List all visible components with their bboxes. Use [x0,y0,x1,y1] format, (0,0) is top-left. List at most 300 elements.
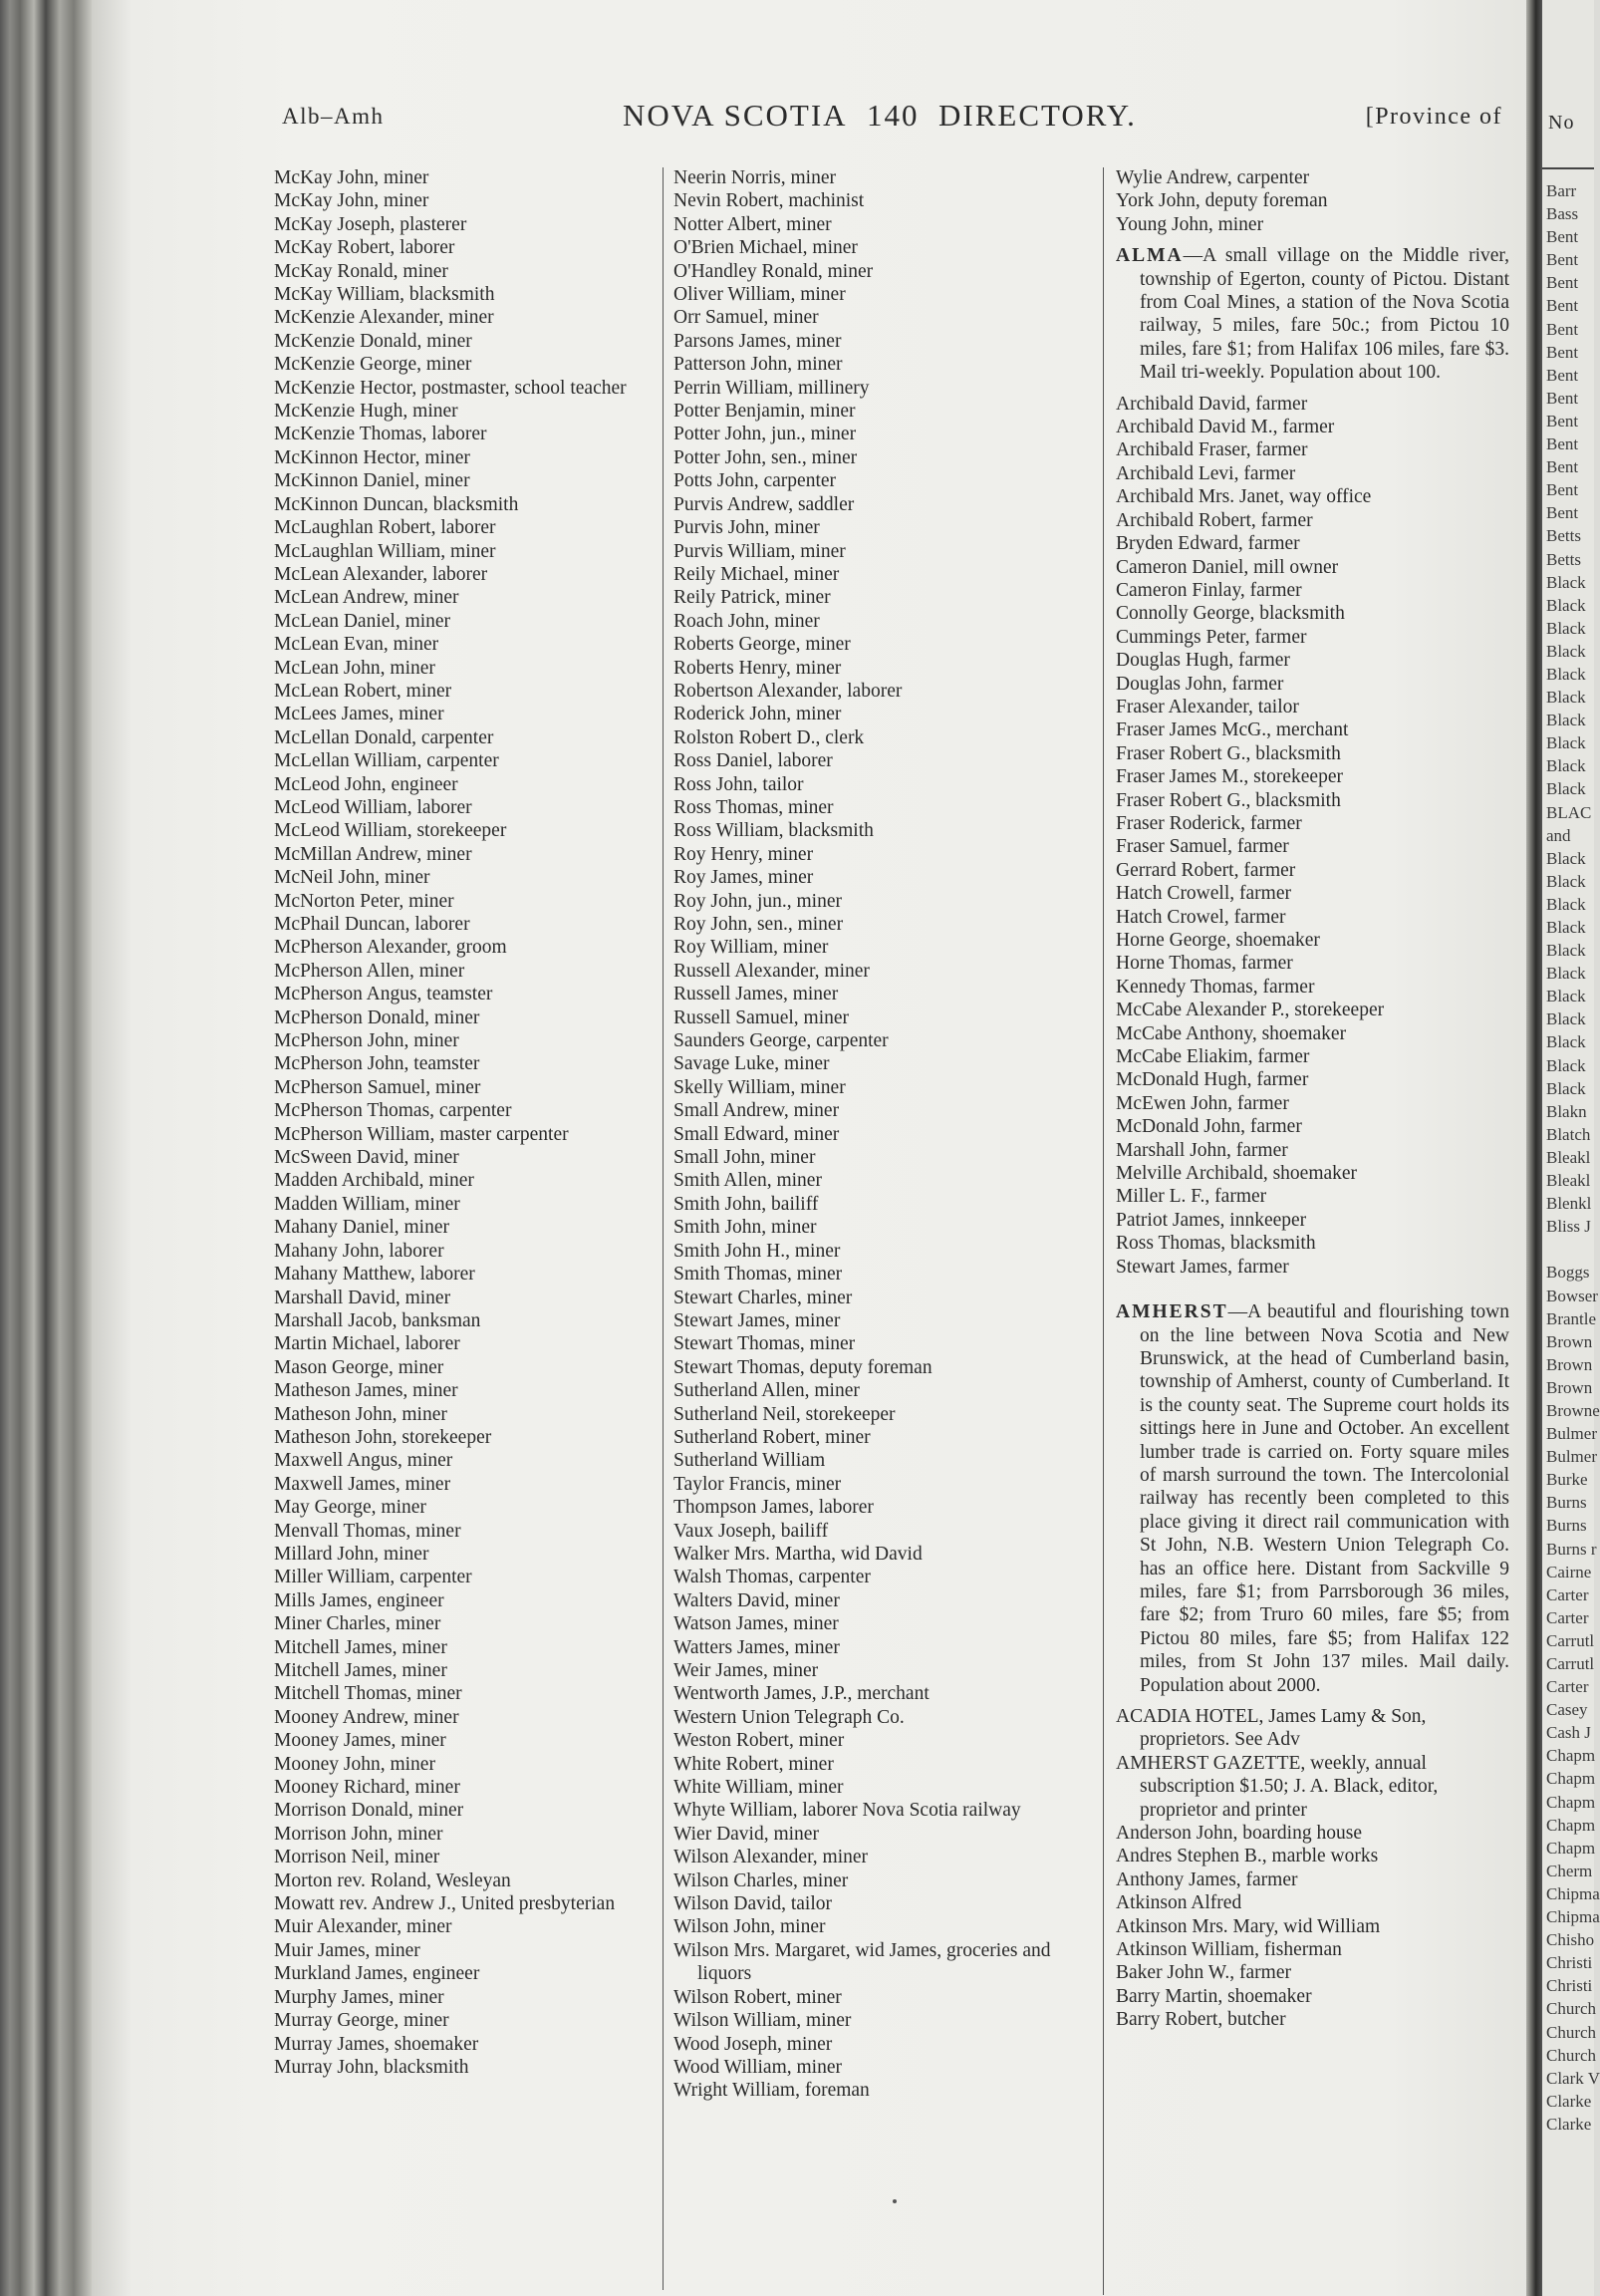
facing-page-entry: Black [1546,641,1586,661]
directory-entry: McNeil John, miner [274,867,430,889]
directory-entry: Patriot James, innkeeper [1116,1209,1307,1231]
directory-entry: Sutherland Neil, storekeeper [673,1403,896,1425]
directory-entry: Andres Stephen B., marble works [1116,1846,1379,1867]
directory-entry: McPhail Duncan, laborer [274,914,470,935]
directory-entry: Wilson David, tailor [673,1893,832,1915]
facing-page-entry: Black [1546,918,1586,937]
directory-entry: Roberts George, miner [673,634,851,656]
directory-entry: Potter John, sen., miner [673,446,858,468]
facing-page-entry: Black [1546,779,1586,799]
directory-entry: McLaughlan Robert, laborer [274,517,496,539]
directory-entry: McLellan William, carpenter [274,750,499,772]
directory-entry: Atkinson Mrs. Mary, wid William [1116,1915,1381,1937]
facing-page-entry: Bent [1546,365,1579,385]
directory-entry: Murray George, miner [274,2010,449,2032]
directory-entry: Mitchell James, miner [274,1636,447,1658]
directory-entry: McLean Robert, miner [274,680,452,702]
directory-entry: Archibald David M., farmer [1116,417,1335,438]
directory-entry: McKenzie Alexander, miner [274,307,494,329]
facing-page-entry: Black [1546,1078,1586,1098]
directory-entry: Mahany Daniel, miner [274,1217,449,1239]
directory-entry: Matheson James, miner [274,1380,458,1402]
facing-page-entry: Black [1546,572,1586,592]
directory-entry: McKenzie George, miner [274,354,472,376]
directory-entry: Wilson Mrs. Margaret, wid James, groceries and liquors [673,1939,1051,1985]
directory-entry: Archibald Robert, farmer [1116,509,1313,531]
directory-entry: Madden William, miner [274,1193,460,1215]
directory-entry: McLean Andrew, miner [274,587,459,609]
facing-page-entry: Black [1546,711,1586,730]
directory-entry: Mahany John, laborer [274,1240,444,1262]
facing-page-entry: Bleakl [1546,1147,1591,1167]
facing-page-entry: Black [1546,941,1586,961]
facing-page-entry: Bulmer [1546,1447,1597,1467]
directory-entry: AMHERST GAZETTE, weekly, annual subscription $1.50; J. A. Black, editor, proprietor and printer [1116,1752,1439,1821]
facing-page-entry: Brantle [1546,1308,1597,1328]
directory-entry: McLeod John, engineer [274,773,458,795]
directory-entry: Cameron Finlay, farmer [1116,579,1302,601]
directory-entry: Ross John, tailor [673,773,804,795]
directory-entry: McKay John, miner [274,167,429,188]
directory-entry: Sutherland Allen, miner [673,1380,860,1402]
facing-page-entry: Church [1546,2045,1597,2065]
directory-entry: Walsh Thomas, carpenter [673,1567,871,1588]
facing-page-entry: Cairne [1546,1562,1592,1581]
facing-page-entry: Carter [1546,1677,1589,1697]
directory-entry: Mason George, miner [274,1356,444,1378]
facing-page-entry: Bent [1546,319,1579,339]
directory-entry: Taylor Francis, miner [673,1473,842,1495]
directory-entry: Ross Thomas, miner [673,796,834,818]
directory-entry: McLean John, miner [274,657,435,679]
directory-entry: Rolston Robert D., clerk [673,726,865,748]
directory-entry: McPherson Samuel, miner [274,1076,481,1098]
directory-entry: Smith John, bailiff [673,1193,819,1215]
directory-entry: Miner Charles, miner [274,1613,441,1635]
directory-entry: McLean Alexander, laborer [274,563,488,585]
directory-entry: McLean Daniel, miner [274,610,451,632]
facing-page-entry: Carter [1546,1607,1589,1627]
directory-entry: Hatch Crowell, farmer [1116,883,1291,905]
facing-page-entry: Clark V [1546,2068,1600,2088]
facing-page-entry: Bent [1546,480,1579,500]
facing-page-entry: Black [1546,1032,1586,1052]
directory-entry: McCabe Anthony, shoemaker [1116,1022,1347,1044]
facing-page-entry: Black [1546,618,1586,638]
directory-entry: Potter Benjamin, miner [673,401,856,423]
directory-entry: Atkinson Alfred [1116,1892,1242,1914]
directory-entry: Stewart James, miner [673,1309,841,1331]
directory-entry: McPherson Allen, miner [274,960,465,982]
facing-page-entry: Blatch [1546,1124,1591,1144]
facing-page-entry: Carrutl [1546,1654,1595,1673]
directory-entry: Roach John, miner [673,610,820,632]
facing-page-entry: Bulmer [1546,1424,1597,1444]
directory-entry: McKay Joseph, plasterer [274,213,467,235]
facing-page-entry: Burns [1546,1516,1587,1536]
directory-entry: Barry Robert, butcher [1116,2009,1286,2031]
directory-entry: Vaux Joseph, bailiff [673,1520,829,1542]
directory-entry: Fraser Robert G., blacksmith [1116,742,1341,764]
facing-page-header: No [1548,112,1575,134]
directory-entry: Russell Alexander, miner [673,960,870,982]
facing-page-entry: Blakn [1546,1101,1587,1121]
directory-entry: McKenzie Hector, postmaster, school teacher [274,377,627,399]
directory-entry: Anthony James, farmer [1116,1868,1298,1890]
directory-entry: McLean Evan, miner [274,634,439,656]
directory-entry: Stewart Charles, miner [673,1287,853,1308]
directory-entry: Oliver William, miner [673,284,846,306]
directory-entry: Fraser Roderick, farmer [1116,812,1302,834]
directory-entry: ACADIA HOTEL, James Lamy & Son, proprietors. See Adv [1116,1706,1427,1751]
directory-entry: Purvis John, miner [673,517,820,539]
facing-page-entries [1546,179,1600,2136]
directory-entry: McKenzie Donald, miner [274,330,472,352]
directory-entry: Weir James, miner [673,1660,819,1681]
directory-entry: Wylie Andrew, carpenter [1116,167,1310,188]
directory-entry: Wilson Alexander, miner [673,1847,869,1868]
directory-entry: McPherson John, teamster [274,1053,480,1075]
directory-entry: Smith John, miner [673,1217,817,1239]
facing-page-entry: BLAC [1546,802,1592,822]
directory-entry: McDonald John, farmer [1116,1116,1302,1138]
facing-page-entry: Black [1546,688,1586,708]
facing-page-entry: Brown [1546,1354,1593,1374]
facing-page-entry: and [1546,825,1571,845]
directory-entry: Russell James, miner [673,984,839,1005]
facing-page-entry: Black [1546,1055,1586,1075]
facing-page-entry: Bass [1546,204,1579,224]
directory-entry: Morrison John, miner [274,1823,443,1845]
facing-page-entry: Bent [1546,503,1579,523]
facing-page-entry: Cash J [1546,1723,1591,1743]
directory-entry: Melville Archibald, shoemaker [1116,1163,1358,1185]
directory-entry: McPherson Alexander, groom [274,937,507,959]
directory-entry: Millard John, miner [274,1543,429,1565]
directory-entry: Matheson John, storekeeper [274,1426,492,1448]
facing-page-entry: Black [1546,848,1586,868]
header-page-number: 140 [867,98,920,133]
directory-entry: Watson James, miner [673,1613,839,1635]
directory-entry: Reily Michael, miner [673,563,840,585]
column-1 [274,166,682,2079]
facing-page-entry: Bent [1546,434,1579,454]
facing-page-entry: Black [1546,756,1586,776]
facing-page-entry: Bent [1546,457,1579,477]
directory-entry: Roy James, miner [673,867,814,889]
directory-entry: Connolly George, blacksmith [1116,603,1345,625]
facing-page-entry: Bent [1546,342,1579,362]
facing-page-entry: Chapm [1546,1746,1596,1766]
directory-entry: Small Edward, miner [673,1123,840,1145]
facing-page-entry: Church [1546,2022,1597,2042]
directory-entry: Madden Archibald, miner [274,1170,474,1192]
column-2 [673,166,1092,2103]
directory-entry: Cummings Peter, farmer [1116,626,1307,648]
directory-entry: Archibald David, farmer [1116,393,1308,415]
directory-entry: Young John, miner [1116,213,1264,235]
directory-entry: Morrison Donald, miner [274,1800,464,1822]
facing-page-entry: Black [1546,894,1586,914]
directory-entry: McLellan Donald, carpenter [274,726,494,748]
header-province: [Province of [1365,104,1502,130]
facing-page-entry: Church [1546,1999,1597,2019]
facing-page-entry: Bent [1546,273,1579,293]
facing-page-entry: Bent [1546,227,1579,247]
directory-entry: White Robert, miner [673,1753,834,1775]
directory-entry: Cameron Daniel, mill owner [1116,556,1339,578]
facing-page-entry: Bowser [1546,1286,1598,1305]
facing-page-entry: Black [1546,595,1586,615]
directory-entry: Whyte William, laborer Nova Scotia railway [673,1800,1021,1822]
facing-page-entry [1546,1238,1600,1261]
directory-entry: McPherson Thomas, carpenter [274,1100,512,1122]
directory-entry: Kennedy Thomas, farmer [1116,976,1315,998]
directory-entry: Fraser Robert G., blacksmith [1116,789,1341,811]
directory-entry: Archibald Fraser, farmer [1116,439,1308,461]
facing-page-entry: Clarke [1546,2091,1592,2111]
directory-entry: McKay John, miner [274,190,429,212]
directory-entry: McNorton Peter, miner [274,890,454,912]
directory-entry: Archibald Levi, farmer [1116,462,1296,484]
directory-entry: Fraser James McG., merchant [1116,719,1349,741]
amherst-entries [1116,1705,1509,2032]
directory-entry: McSween David, miner [274,1147,459,1169]
directory-entry: Wilson Charles, miner [673,1869,849,1891]
directory-entry: Patterson John, miner [673,354,843,376]
facing-page-entry: Cherm [1546,1861,1593,1880]
directory-entry: Sutherland Robert, miner [673,1426,871,1448]
directory-entry: McLeod William, storekeeper [274,820,507,842]
page-gutter [1526,0,1542,2296]
directory-entry: Purvis William, miner [673,540,846,562]
directory-entry: Muir Alexander, miner [274,1916,452,1938]
directory-entry: McKay Robert, laborer [274,237,455,259]
facing-page-entry: Barr [1546,181,1577,200]
facing-page-entry: Chapm [1546,1769,1596,1789]
directory-entry: Mowatt rev. Andrew J., United presbyterian [274,1893,616,1915]
directory-entry: White William, miner [673,1777,844,1799]
facing-page-entry: Bent [1546,296,1579,316]
facing-page-entry: Boggs [1546,1263,1590,1283]
directory-entry: McMillan Andrew, miner [274,843,472,865]
directory-entry: Potts John, carpenter [673,470,837,492]
column-3-top-entries [1116,166,1509,236]
directory-entry: O'Handley Ronald, miner [673,260,874,282]
directory-entry: Smith Allen, miner [673,1170,822,1192]
directory-entry: Atkinson William, fisherman [1116,1939,1342,1961]
directory-entry: Horne George, shoemaker [1116,930,1320,951]
amherst-description [1116,1300,1509,1697]
directory-entry: Muir James, miner [274,1939,420,1961]
directory-entry: Murray James, shoemaker [274,2033,479,2055]
alma-entries [1116,393,1509,1279]
directory-entry: Douglas Hugh, farmer [1116,650,1290,672]
directory-entry: Matheson John, miner [274,1403,447,1425]
directory-entry: Parsons James, miner [673,330,842,352]
directory-entry: Walters David, miner [673,1589,840,1611]
facing-page-entry: Betts [1546,549,1581,569]
directory-entry: Marshall John, farmer [1116,1139,1288,1161]
directory-entry: Fraser Samuel, farmer [1116,836,1289,858]
directory-entry: York John, deputy foreman [1116,190,1328,212]
directory-entry: Watters James, miner [673,1636,840,1658]
directory-entry: Murkland James, engineer [274,1963,480,1985]
facing-page-entry: Black [1546,964,1586,984]
directory-entry: Fraser Alexander, tailor [1116,696,1299,718]
directory-entry: Roy William, miner [673,937,829,959]
directory-entry: McLeod William, laborer [274,796,472,818]
directory-entry: Morton rev. Roland, Wesleyan [274,1869,511,1891]
directory-entry: Miller William, carpenter [274,1567,472,1588]
directory-entry: Marshall David, miner [274,1287,451,1308]
header-subtitle: DIRECTORY. [938,98,1137,133]
directory-entry: Western Union Telegraph Co. [673,1706,905,1728]
facing-page-entry: Chapm [1546,1815,1596,1835]
directory-entry: Mooney Andrew, miner [274,1706,459,1728]
directory-entry: Wright William, foreman [673,2080,870,2102]
facing-page-entry: Burns r [1546,1539,1597,1559]
facing-page-entry: Chipma [1546,1907,1600,1927]
facing-page-entry: Casey [1546,1700,1588,1720]
directory-entry: McKinnon Hector, miner [274,446,470,468]
directory-entry: McCabe Eliakim, farmer [1116,1046,1310,1068]
directory-entry: Mooney John, miner [274,1753,435,1775]
facing-page-entry: Black [1546,871,1586,891]
facing-page-entry: Bent [1546,250,1579,270]
directory-entry: Nevin Robert, machinist [673,190,865,212]
directory-entry: Roderick John, miner [673,704,842,725]
facing-page-entry: Betts [1546,526,1581,546]
alma-name: ALMA [1116,245,1184,267]
facing-page-entry: Carrutl [1546,1630,1595,1650]
facing-page-entry: Christi [1546,1976,1593,1996]
directory-entry: Barry Martin, shoemaker [1116,1985,1312,2007]
facing-page-entry: Chipma [1546,1883,1600,1903]
directory-entry: Morrison Neil, miner [274,1847,440,1868]
directory-entry: Smith John H., miner [673,1240,841,1262]
directory-entry: Gerrard Robert, farmer [1116,859,1296,881]
facing-page-entry: Browne [1546,1400,1600,1420]
directory-entry: Stewart Thomas, deputy foreman [673,1356,933,1378]
facing-page-entry: Christi [1546,1953,1593,1973]
directory-entry: Reily Patrick, miner [673,587,831,609]
directory-entry: Walker Mrs. Martha, wid David [673,1543,923,1565]
directory-entry: McKenzie Hugh, miner [274,401,458,423]
directory-entry: Maxwell James, miner [274,1473,451,1495]
directory-entry: Mahany Matthew, laborer [274,1264,475,1286]
facing-page-entry: Brown [1546,1331,1593,1351]
directory-entry: Murphy James, miner [274,1986,444,2008]
facing-page-entry: Bent [1546,411,1579,430]
facing-page-entry: Chapm [1546,1792,1596,1812]
directory-entry: McKinnon Daniel, miner [274,470,470,492]
ink-dot [893,2199,897,2203]
directory-entry: Wier David, miner [673,1823,819,1845]
directory-entry: Baker John W., farmer [1116,1962,1291,1984]
directory-entry: McPherson William, master carpenter [274,1123,569,1145]
directory-entry: Wilson Robert, miner [673,1986,842,2008]
directory-entry: Wood Joseph, miner [673,2033,833,2055]
directory-entry: McLees James, miner [274,704,444,725]
amherst-name: AMHERST [1116,1301,1228,1323]
directory-entry: O'Brien Michael, miner [673,237,858,259]
facing-page-entry: Carter [1546,1584,1589,1604]
directory-entry: Roy Henry, miner [673,843,814,865]
directory-entry: Roberts Henry, miner [673,657,842,679]
facing-page-entry: Chisho [1546,1930,1595,1950]
directory-entry: Savage Luke, miner [673,1053,830,1075]
directory-entry: Potter John, jun., miner [673,424,857,445]
directory-entry: Mitchell James, miner [274,1660,447,1681]
directory-entry: Wilson William, miner [673,2010,852,2032]
directory-entry: Douglas John, farmer [1116,673,1284,695]
directory-entry: Thompson James, laborer [673,1497,874,1519]
directory-entry: Weston Robert, miner [673,1730,845,1752]
directory-entry: Sutherland William [673,1450,826,1472]
directory-entry: Horne Thomas, farmer [1116,953,1293,975]
directory-entry: Ross Daniel, laborer [673,750,833,772]
facing-page-entry: Brown [1546,1377,1593,1397]
facing-page-entry: Burns [1546,1493,1587,1513]
facing-page-rule [1542,167,1594,169]
directory-entry: Ross William, blacksmith [673,820,874,842]
directory-entry: McPherson Angus, teamster [274,984,493,1005]
facing-page-entry: Chapm [1546,1838,1596,1858]
directory-entry: Skelly William, miner [673,1076,846,1098]
directory-entry: Archibald Mrs. Janet, way office [1116,486,1372,508]
directory-entry: Menvall Thomas, miner [274,1520,461,1542]
column-3 [1116,166,1509,2032]
header-title-group [623,98,1137,134]
directory-entry: Ross Thomas, blacksmith [1116,1233,1316,1255]
directory-entry: Small Andrew, miner [673,1100,840,1122]
directory-entry: Saunders George, carpenter [673,1030,889,1052]
directory-entry: Wood William, miner [673,2056,842,2078]
directory-entry: Purvis Andrew, saddler [673,493,855,515]
directory-entry: McPherson John, miner [274,1030,459,1052]
directory-entry: Bryden Edward, farmer [1116,533,1300,555]
facing-page [1542,0,1600,2296]
directory-entry: Murray John, blacksmith [274,2056,469,2078]
directory-entry: May George, miner [274,1497,426,1519]
directory-entry: McKay William, blacksmith [274,284,495,306]
directory-entry: McDonald Hugh, farmer [1116,1069,1309,1091]
page-header [282,98,1502,138]
amherst-text: —A beautiful and flourishing town on the line between Nova Scotia and New Brunswick, at the head of Cumberland basin, township of Amherst, county of Cumberland. It is the county seat. The Supreme court holds its sittings here in June and October. An excellent lumber trade is carried on. Forty square miles of marsh surround the town. The Intercolonial railway has recently been completed to this place giving it direct rail communication with St John, N.B. Western Union Telegraph Co. has an office here. Distant from Sackville 9 miles, fare $1; from Parrsborough 36 miles, fare $2; from Truro 60 miles, fare $5; from Pictou 80 miles, fare $5; from Halifax 122 miles, from St John 137 miles. Mail daily. Population about 2000. [1140,1301,1509,1696]
directory-entry: Perrin William, millinery [673,377,870,399]
directory-entry: Mooney Richard, miner [274,1777,460,1799]
directory-entry: Stewart Thomas, miner [673,1333,856,1355]
directory-entry: Mooney James, miner [274,1730,446,1752]
directory-entry: Roy John, jun., miner [673,890,842,912]
directory-entry: McPherson Donald, miner [274,1006,480,1028]
directory-entry: Notter Albert, miner [673,213,832,235]
directory-entry: Hatch Crowel, farmer [1116,906,1286,928]
facing-page-entry: Blenkl [1546,1194,1592,1214]
facing-page-entry: Bliss J [1546,1217,1591,1237]
directory-entry: Anderson John, boarding house [1116,1823,1362,1845]
directory-entry: Fraser James M., storekeeper [1116,766,1343,788]
directory-entry: Stewart James, farmer [1116,1256,1289,1278]
directory-entry: Russell Samuel, miner [673,1006,850,1028]
directory-entry: Orr Samuel, miner [673,307,819,329]
directory-entry: Mitchell Thomas, miner [274,1683,462,1705]
facing-page-entry: Black [1546,733,1586,753]
facing-page-entry: Black [1546,1009,1586,1029]
directory-entry: McKinnon Duncan, blacksmith [274,493,519,515]
directory-entry: Robertson Alexander, laborer [673,680,903,702]
